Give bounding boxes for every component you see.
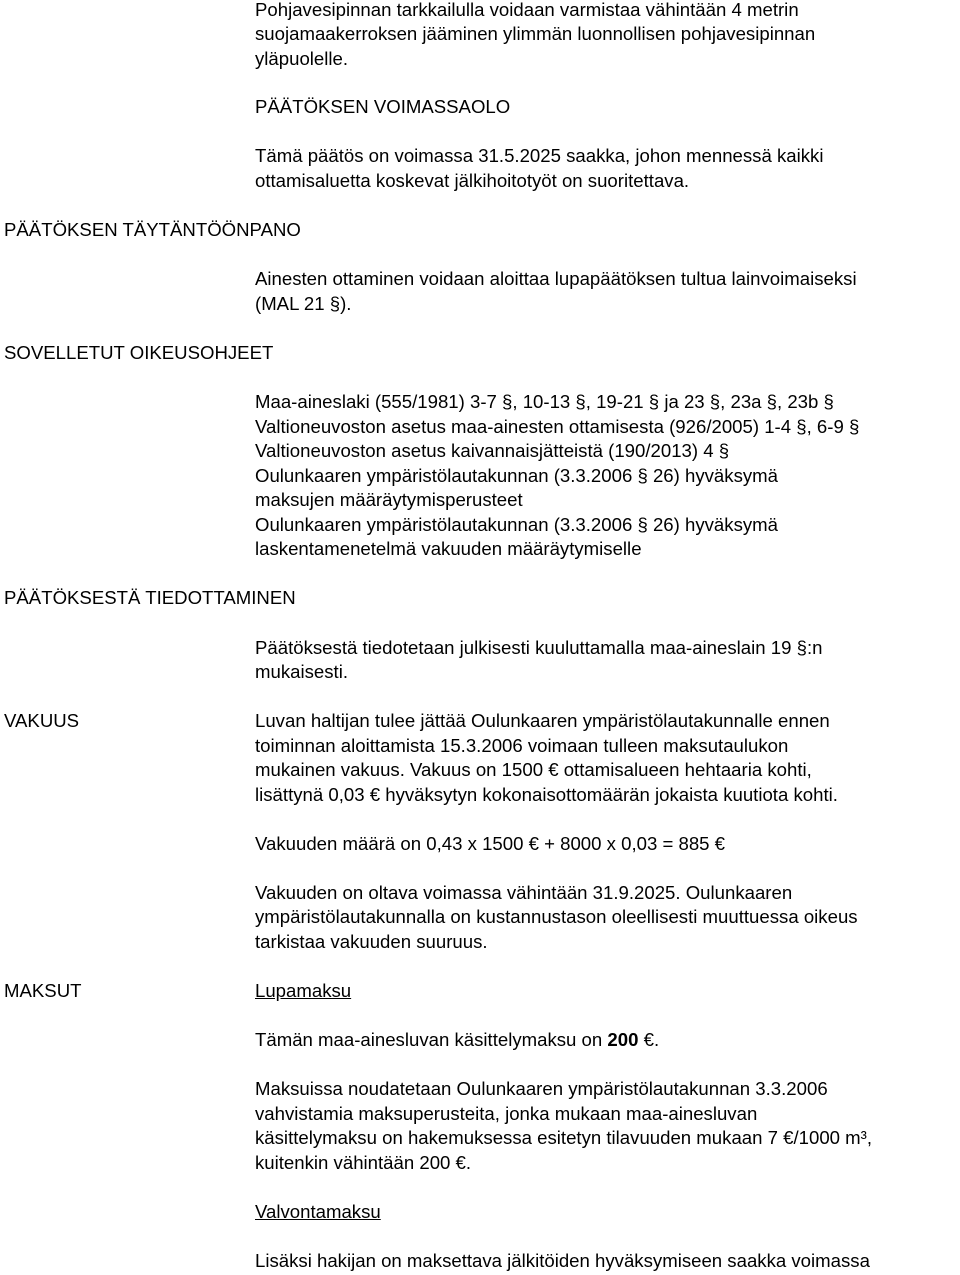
text-line: toiminnan aloittamista 15.3.2006 voimaan tulleen maksutaulukon xyxy=(255,735,789,756)
fee-amount: 200 xyxy=(607,1029,639,1050)
text-line: Maksuissa noudatetaan Oulunkaaren ympäristölautakunnan 3.3.2006 xyxy=(255,1078,828,1099)
text-line: Oulunkaaren ympäristölautakunnan (3.3.2006 § 26) hyväksymä xyxy=(255,465,778,486)
text-line: käsittelymaksu on hakemuksessa esitetyn tilavuuden mukaan 7 €/1000 m³, xyxy=(255,1127,873,1148)
subheading-lupamaksu: Lupamaksu xyxy=(255,980,352,1001)
text-fragment: Tämän maa-ainesluvan käsittelymaksu on xyxy=(255,1029,608,1050)
text-line: suojamaakerroksen jääminen ylimmän luonnollisen pohjavesipinnan xyxy=(255,23,816,44)
text-line: (MAL 21 §). xyxy=(255,293,352,314)
text-line: laskentamenetelmä vakuuden määräytymiselle xyxy=(255,538,642,559)
text-line: Ainesten ottaminen voidaan aloittaa lupapäätöksen tultua lainvoimaiseksi xyxy=(255,268,857,289)
text-line: ottamisaluetta koskevat jälkihoitotyöt on suoritettava. xyxy=(255,170,690,191)
text-line: maksujen määräytymisperusteet xyxy=(255,489,523,510)
section-label: VAKUUS xyxy=(4,710,80,731)
subheading-valvontamaksu: Valvontamaksu xyxy=(255,1201,381,1222)
text-line: Luvan haltijan tulee jättää Oulunkaaren ympäristölautakunnalle ennen xyxy=(255,710,830,731)
text-fragment: €. xyxy=(638,1029,660,1050)
text-line: yläpuolelle. xyxy=(255,48,349,69)
text-line: Pohjavesipinnan tarkkailulla voidaan varmistaa vähintään 4 metrin xyxy=(255,0,799,20)
section-label: PÄÄTÖKSEN TÄYTÄNTÖÖNPANO xyxy=(4,219,301,240)
section-label: PÄÄTÖKSESTÄ TIEDOTTAMINEN xyxy=(4,587,296,608)
text-line: Päätöksestä tiedotetaan julkisesti kuuluttamalla maa-aineslain 19 §:n xyxy=(255,637,823,658)
section-label: MAKSUT xyxy=(4,980,82,1001)
text-line: mukainen vakuus. Vakuus on 1500 € ottamisalueen hehtaaria kohti, xyxy=(255,759,812,780)
text-line: mukaisesti. xyxy=(255,661,348,682)
text-line: Vakuuden määrä on 0,43 x 1500 € + 8000 x 0,03 = 885 € xyxy=(255,833,726,854)
text-line: Tämä päätös on voimassa 31.5.2025 saakka, johon mennessä kaikki xyxy=(255,145,824,166)
text-line: Oulunkaaren ympäristölautakunnan (3.3.2006 § 26) hyväksymä xyxy=(255,514,778,535)
text-line: ympäristölautakunnalla on kustannustason oleellisesti muuttuessa oikeus xyxy=(255,906,858,927)
text-line: tarkistaa vakuuden suuruus. xyxy=(255,931,488,952)
text-line: Valtioneuvoston asetus maa-ainesten ottamisesta (926/2005) 1-4 §, 6-9 § xyxy=(255,416,860,437)
section-label: SOVELLETUT OIKEUSOHJEET xyxy=(4,342,274,363)
text-line: kuitenkin vähintään 200 €. xyxy=(255,1152,472,1173)
text-line xyxy=(255,1028,659,1053)
text-line: Vakuuden on oltava voimassa vähintään 31.9.2025. Oulunkaaren xyxy=(255,882,793,903)
text-line: Lisäksi hakijan on maksettava jälkitöiden hyväksymiseen saakka voimassa xyxy=(255,1250,870,1271)
text-line: Valtioneuvoston asetus kaivannaisjätteistä (190/2013) 4 § xyxy=(255,440,730,461)
text-line: lisättynä 0,03 € hyväksytyn kokonaisottomäärän jokaista kuutiota kohti. xyxy=(255,784,838,805)
section-heading: PÄÄTÖKSEN VOIMASSAOLO xyxy=(255,96,511,117)
text-line: vahvistamia maksuperusteita, jonka mukaan maa-ainesluvan xyxy=(255,1103,758,1124)
text-line: Maa-aineslaki (555/1981) 3-7 §, 10-13 §, 19-21 § ja 23 §, 23a §, 23b § xyxy=(255,391,834,412)
